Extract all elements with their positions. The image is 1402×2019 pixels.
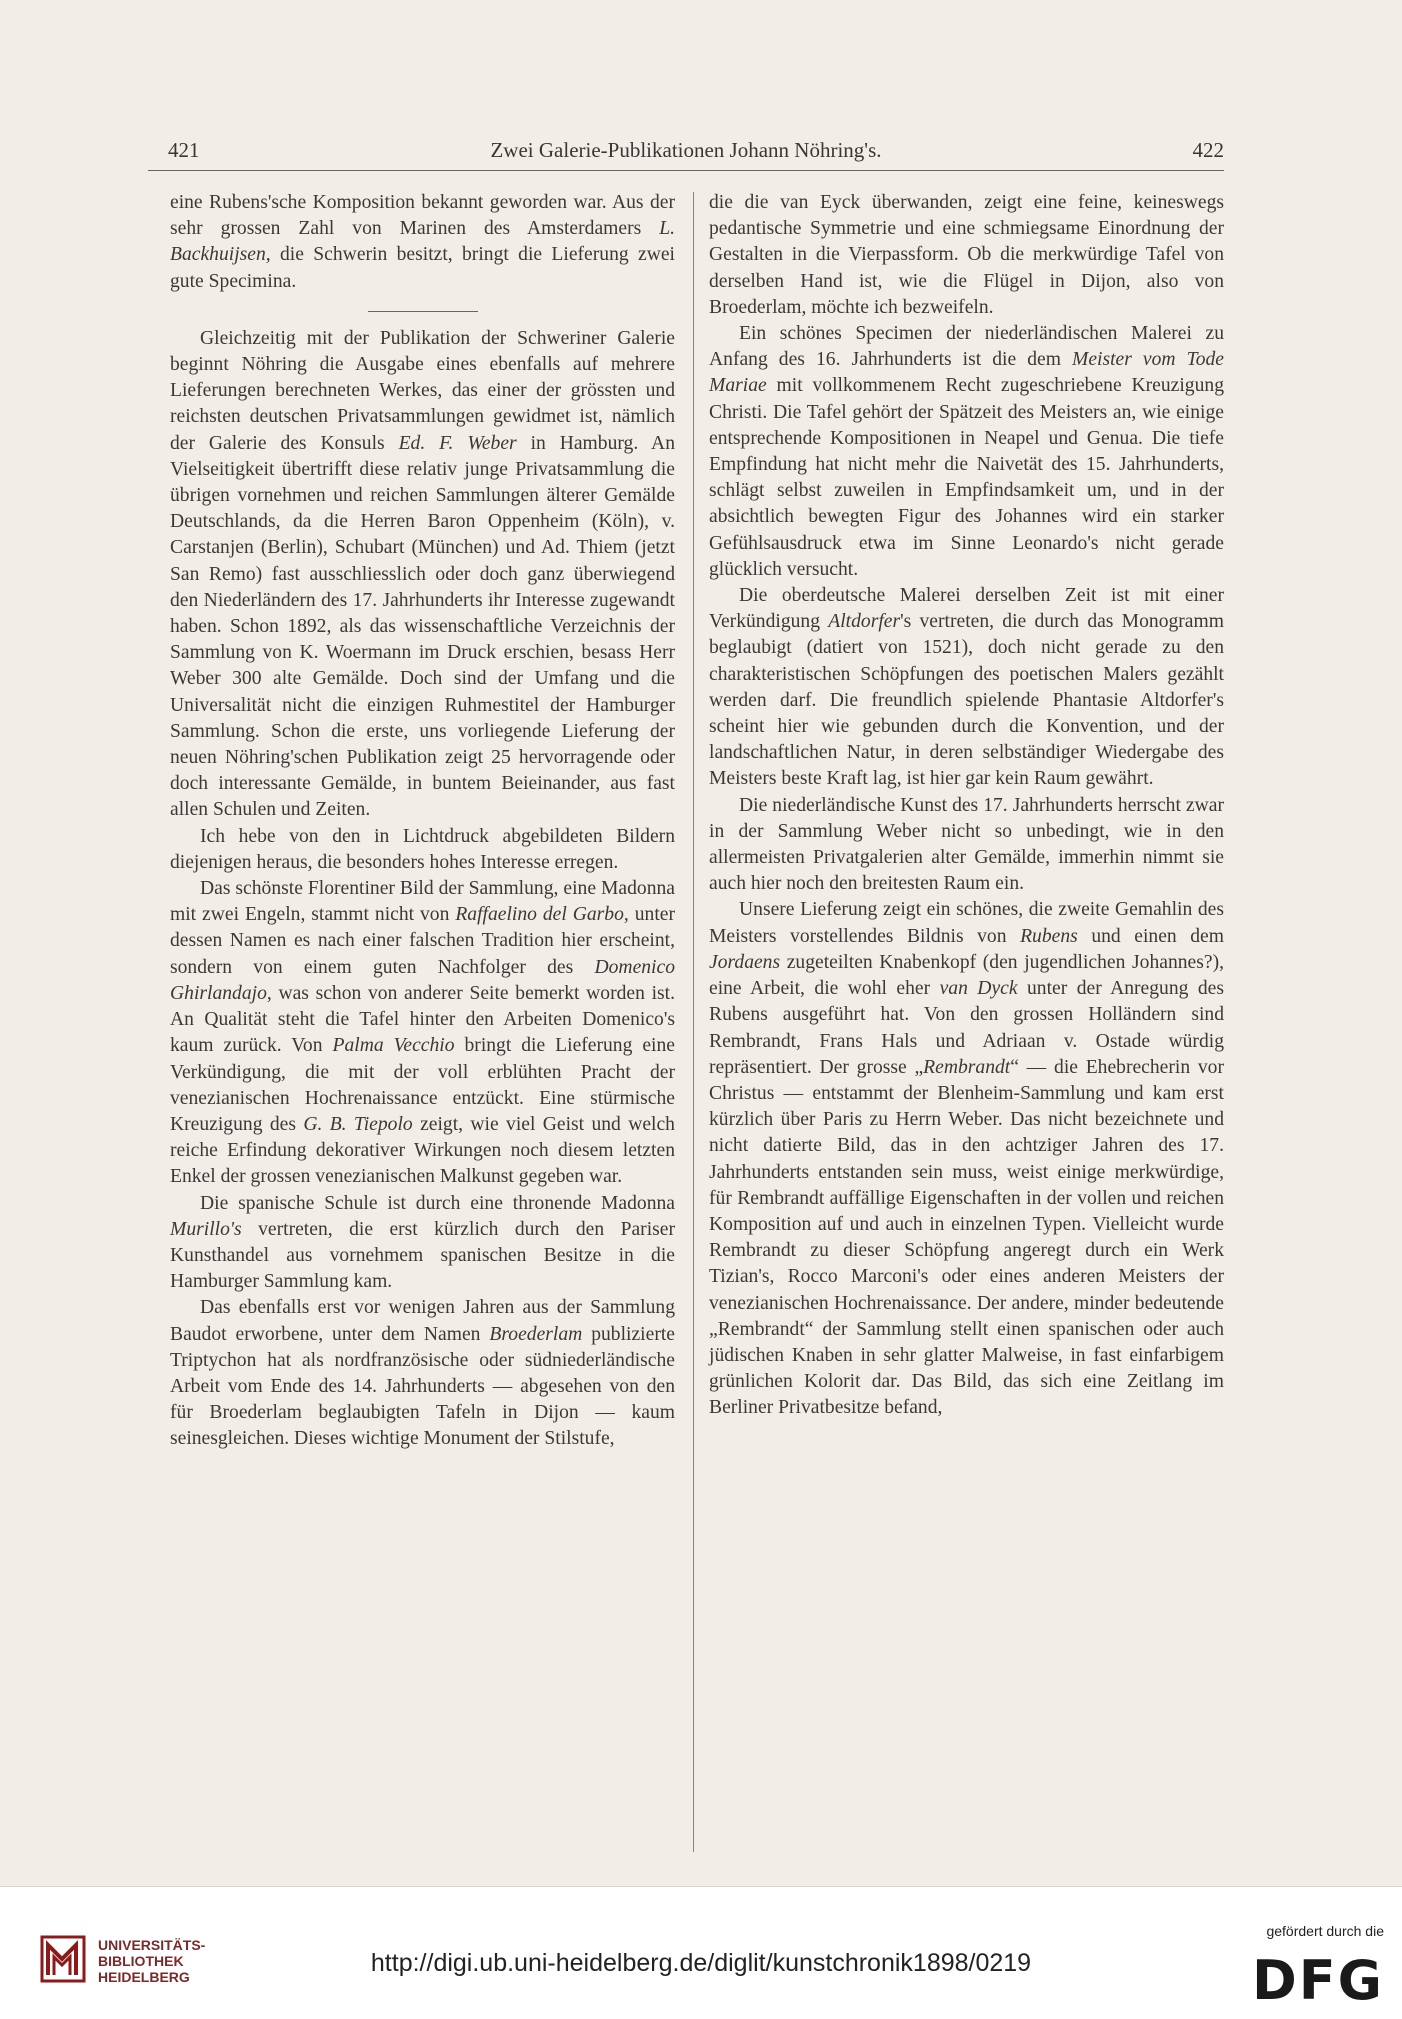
paragraph: Gleichzeitig mit der Publikation der Schweriner Galerie beginnt Nöhring die Ausgabe eines ebenfalls auf mehrere Lieferungen berechneten Werkes, das einer der grössten und reichsten deutschen Privatsammlungen gewidmet ist, nämlich der Galerie des Konsuls Ed. F. Weber in Hamburg. An Vielseitigkeit übertrifft diese relativ junge Privatsammlung die übrigen vornehmen und reichen Sammlungen älterer Gemälde Deutschlands, da die Herren Baron Oppenheim (Köln), v. Carstanjen (Berlin), Schubart (München) und Ad. Thiem (jetzt San Remo) fast ausschliesslich oder doch ganz überwiegend den Niederländern des 17. Jahrhunderts ihr Interesse zugewandt haben. Schon 1892, als das wissenschaftliche Verzeichnis der Sammlung von K. Woermann im Druck erschien, besass Herr Weber 300 alte Gemälde. Doch sind der Umfang und die Universalität nicht die einzigen Ruhmestitel der Hamburger Sammlung. Schon die erste, uns vorliegende Lieferung der neuen Nöhring'schen Publikation zeigt 25 hervorragende oder doch interessante Gemälde, in buntem Beieinander, aus fast allen Schulen und Zeiten.: [170, 327, 675, 821]
page-number-right: 422: [1192, 138, 1224, 162]
paragraph: Unsere Lieferung zeigt ein schönes, die zweite Gemahlin des Meisters vorstellendes Bildnis von Rubens und einen dem Jordaens zugeteilten Knabenkopf (den jugendlichen Johannes?), eine Arbeit, die wohl eher van Dyck unter der Anregung des Rubens ausgeführt hat. Von den grossen Holländern sind Rembrandt, Frans Hals und Adriaan v. Ostade würdig repräsentiert. Der grosse „Rembrandt“ — die Ehebrecherin vor Christus — entstammt der Blenheim-Sammlung und kam erst kürzlich über Paris zu Herrn Weber. Das nicht bezeichnete und nicht datierte Bild, das in den achtziger Jahren des 17. Jahrhunderts entstanden sein muss, weist einige merkwürdige, für Rembrandt auffällige Eigenschaften in der vollen und reichen Komposition auf und auch in einzelnen Typen. Vielleicht wurde Rembrandt zu dieser Schöpfung angeregt durch ein Werk Tizian's, Rocco Marconi's oder eines anderen Meisters der venezianischen Hochrenaissance. Der andere, minder bedeutende „Rembrandt“ der Sammlung stellt einen spanischen oder auch jüdischen Knaben in sehr glatter Malweise, in fast einfarbigem grünlichen Kolorit dar. Das Bild, das sich eine Zeitlang im Berliner Privatbesitze befand,: [709, 899, 1225, 1419]
paragraph: Die spanische Schule ist durch eine thronende Madonna Murillo's vertreten, die erst kürzlich durch den Pariser Kunsthandel aus vornehmem spanischen Besitze in die Hamburger Sammlung kam.: [170, 1192, 675, 1293]
header-rule: [148, 170, 1224, 171]
paragraph: eine Rubens'sche Komposition bekannt geworden war. Aus der sehr grossen Zahl von Marinen des Amsterdamers L. Backhuijsen, die Schwerin besitzt, bringt die Lieferung zwei gute Specimina.: [170, 192, 675, 292]
institution-name: UNIVERSITÄTS- BIBLIOTHEK HEIDELBERG: [98, 1937, 206, 1985]
paragraph: Das ebenfalls erst vor wenigen Jahren aus der Sammlung Baudot erworbene, unter dem Namen Broederlam publizierte Triptychon hat als nordfranzösische oder südniederländische Arbeit vom Ende des 14. Jahrhunderts — abgesehen von den für Broederlam beglaubigten Tafeln in Dijon — kaum seinesgleichen. Dieses wichtige Monument der Stilstufe,: [170, 1297, 675, 1450]
dfg-logo: DFG: [1251, 1949, 1384, 2012]
right-column: [709, 190, 1224, 1870]
digitization-footer: [0, 1886, 1402, 2019]
funded-by-label: gefördert durch die: [1266, 1923, 1384, 1939]
left-column: [170, 190, 675, 1870]
page-number-left: 421: [168, 138, 200, 162]
running-title: Zwei Galerie-Publikationen Johann Nöhring's.: [490, 138, 882, 162]
section-divider: [368, 311, 478, 312]
paragraph: Die niederländische Kunst des 17. Jahrhunderts herrscht zwar in der Sammlung Weber nicht so unbedingt, wie in den allermeisten Privatgalerien alter Gemälde, immerhin nimmt sie auch hier noch den breitesten Raum ein.: [709, 794, 1224, 895]
column-separator: [693, 192, 694, 1852]
paragraph: Ich hebe von den in Lichtdruck abgebildeten Bildern diejenigen heraus, die besonders hohes Interesse erregen.: [170, 825, 675, 873]
paragraph: die die van Eyck überwanden, zeigt eine feine, keineswegs pedantische Symmetrie und eine schmiegsame Einordnung der Gestalten in die Vierpassform. Ob die merkwürdige Tafel von derselben Hand ist, wie die Flügel in Dijon, also von Broederlam, möchte ich bezweifeln.: [709, 192, 1224, 318]
paragraph: Ein schönes Specimen der niederländischen Malerei zu Anfang des 16. Jahrhunderts ist die dem Meister vom Tode Mariae mit vollkommenem Recht zugeschriebene Kreuzigung Christi. Die Tafel gehört der Spätzeit des Meisters an, wie einige entsprechende Kompositionen in Neapel und Genua. Die tiefe Empfindung hat nicht mehr die Naivetät des 15. Jahrhunderts, schlägt selbst zuweilen in Empfindsamkeit um, und in der absichtlich bewegten Figur des Johannes wird ein starker Gefühlsausdruck etwa im Sinne Leonardo's nicht gerade glücklich versucht.: [709, 323, 1224, 580]
paragraph: Das schönste Florentiner Bild der Sammlung, eine Madonna mit zwei Engeln, stammt nicht von Raffaelino del Garbo, unter dessen Namen es nach einer falschen Tradition hier erscheint, sondern von einem guten Nachfolger des Domenico Ghirlandajo, was schon von anderer Seite bemerkt worden ist. An Qualität steht die Tafel hinter den Arbeiten Domenico's kaum zurück. Von Palma Vecchio bringt die Lieferung eine Verkündigung, die mit der voll erblühten Pracht der venezianischen Hochrenaissance entzückt. Eine stürmische Kreuzigung des G. B. Tiepolo zeigt, wie viel Geist und welch reiche Erfindung dekorativer Wirkungen noch diesem letzten Enkel der grossen venezianischen Malkunst gegeben war.: [170, 878, 675, 1188]
paragraph: Die oberdeutsche Malerei derselben Zeit ist mit einer Verkündigung Altdorfer's vertreten, die durch das Monogramm beglaubigt (datiert von 1521), doch nicht gerade zu den charakteristischen Schöpfungen des poetischen Malers gezählt werden darf. Die freundlich spielende Phantasie Altdorfer's scheint hier wie gebunden durch die Konvention, und der landschaftlichen Natur, in deren selbständiger Wiedergabe des Meisters beste Kraft lag, ist hier gar kein Raum gewährt.: [709, 585, 1224, 790]
running-header: [148, 138, 1224, 168]
permalink-url[interactable]: http://digi.ub.uni-heidelberg.de/diglit/kunstchronik1898/0219: [370, 1949, 1032, 1977]
